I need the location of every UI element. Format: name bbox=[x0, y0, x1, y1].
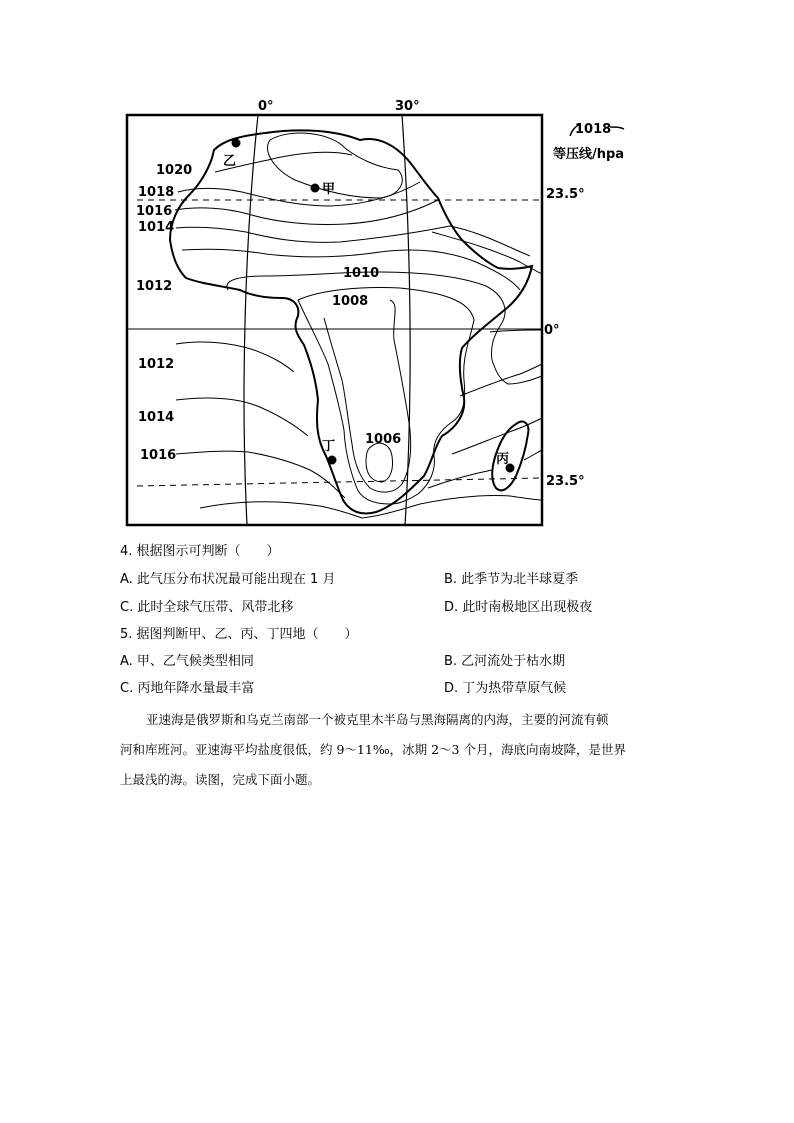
africa-isobar-map bbox=[100, 92, 660, 532]
place-label-ding: 丁 bbox=[322, 439, 336, 454]
isobar-label-1018: 1018 bbox=[138, 185, 175, 200]
question-4-stem: 4. 根据图示可判断（ ） bbox=[120, 544, 280, 559]
latitude-label-tropic-south: 23.5° bbox=[546, 474, 585, 489]
isobar-south-bottom bbox=[200, 495, 542, 518]
passage-line-1-text: 亚速海是俄罗斯和乌克兰南部一个被克里木半岛与黑海隔离的内海，主要的河流有顿 bbox=[146, 712, 609, 727]
africa-coastline bbox=[170, 130, 532, 513]
passage-line-1 bbox=[120, 705, 680, 735]
isobar-label-1010: 1010 bbox=[343, 266, 380, 281]
place-dot-jia bbox=[311, 184, 320, 193]
isobar-1012-south bbox=[176, 342, 542, 396]
meridian-0 bbox=[244, 115, 258, 525]
longitude-label-0: 0° bbox=[258, 99, 274, 114]
isobar-label-1008: 1008 bbox=[332, 294, 369, 309]
question-4-option-b: B. 此季节为北半球夏季 bbox=[444, 572, 579, 587]
passage bbox=[120, 705, 680, 795]
longitude-label-30: 30° bbox=[395, 99, 420, 114]
isobar-1018 bbox=[178, 182, 420, 206]
place-label-bing: 丙 bbox=[496, 452, 510, 467]
place-dot-ding bbox=[328, 456, 337, 465]
place-label-jia: 甲 bbox=[322, 182, 336, 197]
question-5-stem: 5. 据图判断甲、乙、丙、丁四地（ ） bbox=[120, 627, 358, 642]
isobar-label-1014-s: 1014 bbox=[138, 410, 175, 425]
legend-isobar-sample-right bbox=[610, 127, 624, 129]
question-5-option-d: D. 丁为热带草原气候 bbox=[444, 681, 567, 696]
isobar-1014-south bbox=[176, 398, 542, 454]
isobar-1016-north bbox=[175, 200, 438, 225]
isobar-label-1016-s: 1016 bbox=[140, 448, 177, 463]
latitude-label-tropic-north: 23.5° bbox=[546, 187, 585, 202]
place-label-yi: 乙 bbox=[223, 154, 237, 169]
question-5-option-c: C. 丙地年降水量最丰富 bbox=[120, 681, 255, 696]
tropic-capricorn-line bbox=[137, 478, 542, 486]
question-5-option-a: A. 甲、乙气候类型相同 bbox=[120, 654, 254, 669]
question-5-option-b: B. 乙河流处于枯水期 bbox=[444, 654, 566, 669]
isobar-label-1012-n: 1012 bbox=[136, 279, 173, 294]
question-4-option-c: C. 此时全球气压带、风带北移 bbox=[120, 600, 294, 615]
isobar-label-1020: 1020 bbox=[156, 163, 193, 178]
passage-line-3: 上最浅的海。读图，完成下面小题。 bbox=[120, 772, 321, 787]
question-4-option-a: A. 此气压分布状况最可能出现在 1 月 bbox=[120, 572, 336, 587]
isobar-1014-north bbox=[176, 226, 530, 256]
place-dot-yi bbox=[232, 139, 241, 148]
legend-sample-label: 1018 bbox=[575, 122, 612, 137]
isobar-1010 bbox=[227, 272, 542, 384]
latitude-label-equator: 0° bbox=[544, 323, 560, 338]
isobar-label-1012-s: 1012 bbox=[138, 357, 175, 372]
passage-line-2: 河和库班河。亚速海平均盐度很低，约 9～11‰，冰期 2～3 个月，海底向南坡降，是世界 bbox=[120, 742, 626, 757]
question-4-option-d: D. 此时南极地区出现极夜 bbox=[444, 600, 593, 615]
isobar-1006 bbox=[366, 443, 393, 482]
isobar-label-1016-n: 1016 bbox=[136, 204, 173, 219]
isobar-label-1014-n: 1014 bbox=[138, 220, 175, 235]
isobar-1016-south bbox=[176, 450, 542, 498]
isobar-label-1006: 1006 bbox=[365, 432, 402, 447]
legend-caption: 等压线/hpa bbox=[553, 147, 625, 162]
